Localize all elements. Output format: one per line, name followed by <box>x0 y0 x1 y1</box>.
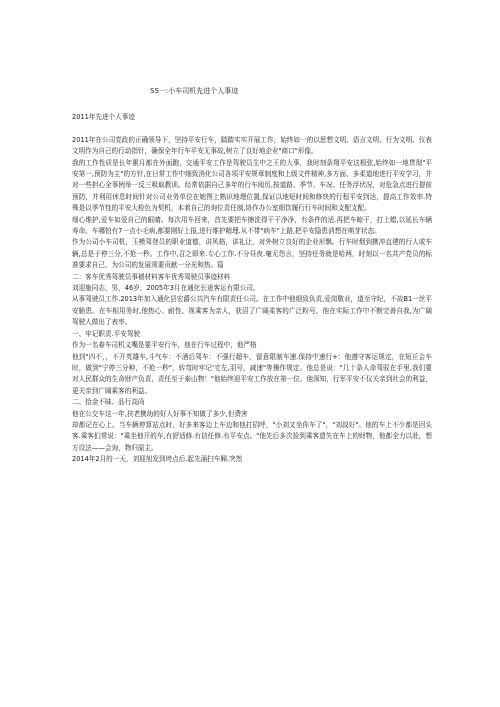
body-paragraph: 作为一名春车司机义嘴是要平安行车，他在行车过程中，他严格 <box>72 341 257 350</box>
body-paragraph: 他到"四不，，不开英雄车,斗气车：不酒后驾车：不强行超车，留意限制车速.保持中速行+：他遵守客运规定，在短丘会车时，做到"宁停三分种，不抢一秒"，转弯时牢记'宅左,羽号，减速"等操作规定。他总是说："几十条人命驾驭在手里,我们要对人民群众的生命财产负责，责任至于泰山物！"他始终迎平安工作放在第一位。他深知，行军平安不仅关亲到社会的利益，更关亲到广阔乘客的利益。 <box>72 352 432 395</box>
body-paragraph: 细心维护,爱车如爱自己的眼睛。每次用车回来，首先要把车擦洗得干干净净，有条件的适.再把车晾干，打上蜡,以延长车辆寿命。车哪怕有7一点小毛病,都要刚好上报,进行维护精理.从不带"病车"上路,把平安隐患消想在萌芽状态。 <box>72 215 432 236</box>
body-paragraph: 却都记在心上。当车辆停算站点时，好多来客边上车边和他打招呼，"小刘又坐你车了"，"刘叔好"。他的车上不少都是回头客.乘客们常说："乘坐他开的车,有舒适修.有信任修.有平安点。"他先后多次捡到乘客遗失在车上的财物，他都全力以赴，想方设法——会询，物归原主。 <box>72 420 432 452</box>
body-paragraph: 二：客车优秀驾驶员事褪材料客车优秀驾驶员事迹材料 <box>72 272 231 281</box>
body-paragraph: 刘迎施同志，男，46岁，2005年3月在通化长途客运有限公司, <box>72 284 256 293</box>
body-paragraph: 2014年2月的一天，刘迎旭发到垮点后.起先涌扫车厢.突然 <box>72 455 243 464</box>
body-paragraph: 从事驾驶员工作.2013年加入通化县宏爵公共汽车有限责任公司。在工作中他细致负责,爱岗敬业，道至守纪，不故B1一丝平安脆患。在车相用务时,他热心、耐性、视乘客为亲人，获沼了广阔柔客的广泛粉号。他在实际工作中不断完善自我,为广阔驾驶人做出了表率。 <box>72 295 432 327</box>
body-paragraph: 他在公交车这一年,扶老携幼的好人好事不知做了多少,但费害 <box>72 409 248 418</box>
body-paragraph: 我的工作性质是长年累月都在外面跑，交通平安工作是驾驶员生中之王的大事，我时刻条翔平安这根弦,始终如一地贯彻"平安第一,预防为主"的方针,在日常工作中细致消化公司各项平安规章制度和上级文件精神,多方面、多柔道地进行平安学习，并对一些担心全事例举一反三吸取教训。经常依据自己多年的行车阅历,按道路、季节、车况、任务浮状况，对危急点进行提前预防，并利用休息时间针对公司业务单位在她图上熟识地理位置,保证以地短时间和修快的行程平安到达，提高工作效率.特殊是以季节性的平安大检色为契机，本着自己的询位责任制,协作办公室细饮履行行车时间和支配支配。 <box>72 158 432 213</box>
body-paragraph: 二、拾金不昧、品行高尚 <box>72 398 145 407</box>
body-paragraph: 作为公司小车司机，玉模驾登员的职业道德，讲风格，讲礼让，对外树立良好的企业形飘。行车时烟到携冲直建的行人或车辆,总是于停三分,不抢一秒。工作中,召之即来.专心工作.不分昼夜.毫无怨言，坚持任务就是哈两，时刻以一名共产党员的标准要求自己，为公司的发展须要贡献一分光和热。篇 <box>72 238 432 270</box>
body-paragraph: 2011年先进个人事迹 <box>72 113 135 121</box>
document-header: SS一:小车司机先进个人事迹 <box>150 87 239 95</box>
body-paragraph: 2011年在公司党政的正确领导下，坚持平安行车，踏踏实实开展工作，始终如一的以思想文明、语言文明、行为文明、仪表文明作为自己的行动指针，确保全年行车平安无事故,树立了良好地企业"商口"形像。 <box>72 135 432 156</box>
body-paragraph: 一、牢记职责.平安驾驶 <box>72 329 141 338</box>
document-body <box>72 112 432 466</box>
